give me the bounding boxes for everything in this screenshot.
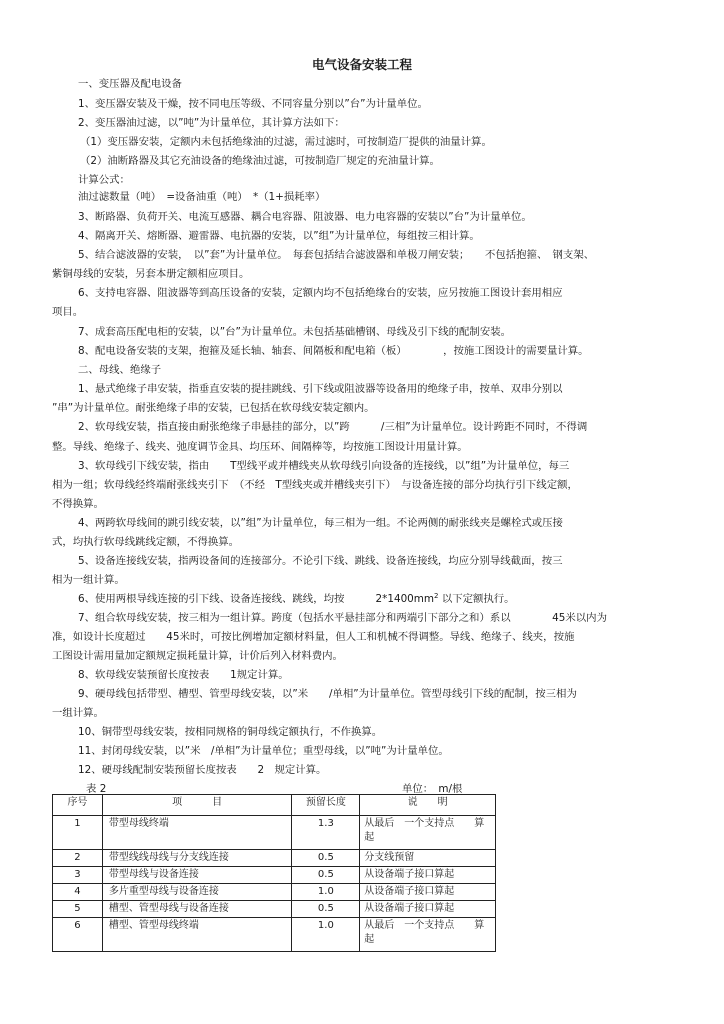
cell-note: 从设备端子接口算起: [360, 884, 496, 901]
body-line: 2、变压器油过滤，以”吨”为计量单位，其计算方法如下：: [78, 117, 345, 129]
cell-no: 4: [53, 884, 103, 901]
table-row: [53, 918, 496, 952]
cell-no: 6: [53, 918, 103, 952]
body-line: 9、硬母线包括带型、槽型、管型母线安装，以”米 /单相”为计量单位。管型母线引下线的配制，按三相为: [78, 688, 577, 700]
body-line: 8、软母线安装预留长度按表 1规定计算。: [78, 669, 289, 681]
body-line: 紫铜母线的安装，另套本册定额相应项目。: [52, 268, 250, 280]
table-row: [53, 850, 496, 867]
cell-item: 槽型、管型母线与设备连接: [102, 901, 292, 918]
cell-length: 1.0: [292, 918, 360, 952]
body-line: 工图设计需用量加定额规定损耗量计算，计价后列入材料费内。: [52, 650, 343, 662]
body-line: 1、变压器安装及干燥，按不同电压等级、不同容量分别以”台”为计量单位。: [78, 98, 428, 110]
cell-item: 槽型、管型母线终端: [102, 918, 292, 952]
body-line: 3、软母线引下线安装，指由 T型线平或并槽线夹从软母线引向设备的连接线，以”组”为计量单位，每三: [78, 460, 570, 472]
body-line: 一、变压器及配电设备: [78, 78, 182, 90]
body-line: 3、断路器、负荷开关、电流互感器、耦合电容器、阻波器、电力电容器的安装以”台”为计量单位。: [78, 211, 532, 223]
header-note: 说 明: [360, 795, 496, 816]
body-line: 8、配电设备安装的支架，抱箍及延长轴、轴套、间隔板和配电箱（板） ，按施工图设计的需要量计算。: [78, 345, 589, 357]
body-line: 不得换算。: [52, 498, 104, 510]
body-line: 二、母线、绝缘子: [78, 364, 162, 376]
body-line: 油过滤数量（吨） =设备油重（吨） *（1+损耗率）: [78, 191, 326, 203]
table-row: [53, 884, 496, 901]
cell-no: 1: [53, 816, 103, 850]
body-line: 11、封闭母线安装，以”米 /单相”为计量单位；重型母线，以”吨”为计量单位。: [78, 745, 449, 757]
cell-note: 从设备端子接口算起: [360, 901, 496, 918]
cell-length: 0.5: [292, 867, 360, 884]
body-line: 1、悬式绝缘子串安装，指垂直安装的提挂跳线、引下线或阻波器等设备用的绝缘子串，按单、双串分别以: [78, 383, 563, 395]
cell-length: 0.5: [292, 901, 360, 918]
body-line: 5、设备连接线安装，指两设备间的连接部分。不论引下线、跳线、设备连接线，均应分别导线截面，按三: [78, 555, 563, 567]
header-length: 预留长度: [292, 795, 360, 816]
body-line: 计算公式：: [78, 174, 130, 186]
body-line: 6、使用两根导线连接的引下线、设备连接线、跳线，均按 $2*1400mm^2$ 以下定额执行。: [78, 592, 515, 605]
body-line: 5、结合滤波器的安装， 以”套”为计量单位。 每套包括结合滤波器和单极刀闸安装； 不包括抱箍、 钢支架、: [78, 249, 595, 261]
body-line: 准，如设计长度超过 45米时，可按比例增加定额材料量，但人工和机械不得调整。导线、绝缘子、线夹，按施: [52, 631, 575, 643]
cell-length: 0.5: [292, 850, 360, 867]
cell-note: 从最后 一个支持点 算起: [360, 918, 496, 952]
cell-note: 从设备端子接口算起: [360, 867, 496, 884]
cell-item: 带型母线与设备连接: [102, 867, 292, 884]
cell-note: 从最后 一个支持点 算起: [360, 816, 496, 850]
table-unit: 单位： m/根: [402, 783, 463, 795]
body-line: 式，均执行软母线跳线定额，不得换算。: [52, 536, 240, 548]
cell-no: 2: [53, 850, 103, 867]
cell-item: 多片重型母线与设备连接: [102, 884, 292, 901]
body-line: 2、软母线安装，指直接由耐张绝缘子串悬挂的部分，以”跨 /三相”为计量单位。设计跨距不同时，不得调: [78, 421, 588, 433]
body-line: （2）油断路器及其它充油设备的绝缘油过滤，可按制造厂规定的充油量计算。: [80, 155, 440, 167]
cell-length: 1.3: [292, 816, 360, 850]
table-header-row: [53, 795, 496, 816]
body-line: 7、成套高压配电柜的安装，以”台”为计量单位。未包括基础槽钢、母线及引下线的配制安装。: [78, 326, 511, 338]
body-line: 一组计算。: [52, 707, 104, 719]
body-line: 7、组合软母线安装，按三相为一组计算。跨度（包括水平悬挂部分和两端引下部分之和）系以 45米以内为: [78, 612, 607, 624]
reserved-length-table: [52, 794, 496, 952]
body-line: 相为一组；软母线经终端耐张线夹引下 （不经 T型线夹或并槽线夹引下） 与设备连接的部分均执行引下线定额，: [52, 479, 578, 491]
cell-item: 带型母线终端: [102, 816, 292, 850]
body-line: 4、隔离开关、熔断器、避雷器、电抗器的安装，以”组”为计量单位，每组按三相计算。: [78, 230, 480, 242]
cell-item: 带型线线母线与分支线连接: [102, 850, 292, 867]
table-row: [53, 816, 496, 850]
table-row: [53, 901, 496, 918]
body-line: （1）变压器安装，定额内未包括绝缘油的过滤，需过滤时，可按制造厂提供的油量计算。: [80, 136, 492, 148]
cell-length: 1.0: [292, 884, 360, 901]
body-line: 4、两跨软母线间的跳引线安装，以”组”为计量单位，每三相为一组。不论两侧的耐张线夹是螺栓式或压接: [78, 517, 563, 529]
header-item: 项 目: [102, 795, 292, 816]
body-line: 整。导线、绝缘子、线夹、弛度调节金具、均压环、间隔棒等，均按施工图设计用量计算。: [52, 441, 468, 453]
cell-no: 5: [53, 901, 103, 918]
header-no: 序号: [53, 795, 103, 816]
document-title: 电气设备安装工程: [311, 57, 412, 72]
body-line: 10、铜带型母线安装，按相同规格的铜母线定额执行，不作换算。: [78, 726, 383, 738]
body-line: ”串”为计量单位。耐张绝缘子串的安装，已包括在软母线安装定额内。: [52, 402, 375, 414]
body-line: 相为一组计算。: [52, 574, 125, 586]
table-row: [53, 867, 496, 884]
table-caption: 表 2: [86, 783, 107, 795]
body-line: 12、硬母线配制安装预留长度按表 2 规定计算。: [78, 764, 327, 776]
cell-no: 3: [53, 867, 103, 884]
body-line: 6、支持电容器、阻波器等到高压设备的安装，定额内均不包括绝缘台的安装，应另按施工图设计套用相应: [78, 287, 563, 299]
body-line: 项目。: [52, 306, 84, 318]
cell-note: 分支线预留: [360, 850, 496, 867]
